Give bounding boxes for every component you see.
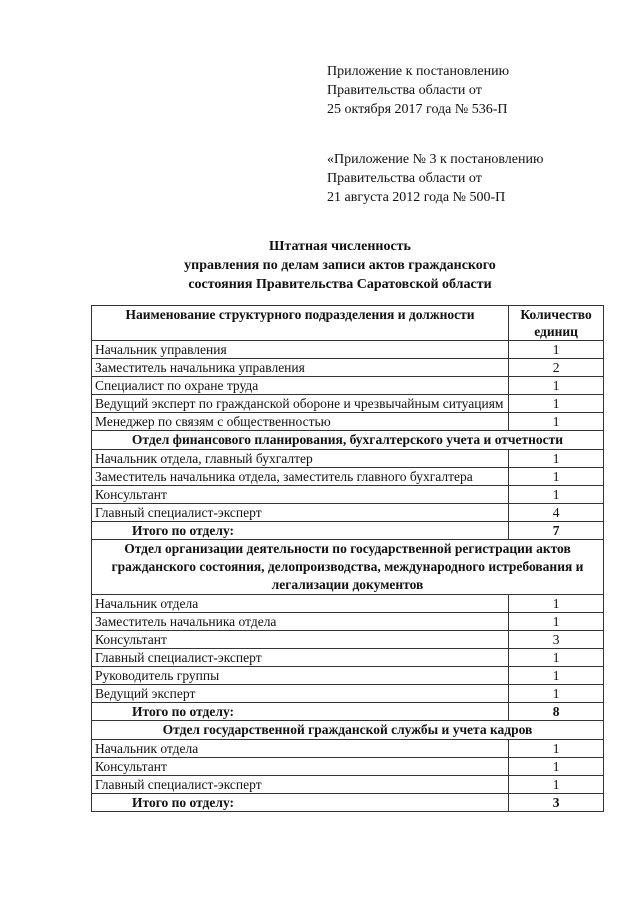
section-total-row — [92, 794, 604, 812]
position-quantity: 1 — [509, 649, 604, 667]
table-row — [92, 377, 604, 395]
position-name: Консультант — [92, 758, 509, 776]
position-name: Главный специалист-эксперт — [92, 776, 509, 794]
table-body — [92, 341, 604, 812]
table-row — [92, 685, 604, 703]
staffing-table — [91, 305, 604, 812]
position-name: Главный специалист-эксперт — [92, 649, 509, 667]
position-quantity: 2 — [509, 359, 604, 377]
section-total-label: Итого по отделу: — [92, 522, 509, 540]
table-row — [92, 468, 604, 486]
section-header-row — [92, 431, 604, 450]
position-quantity: 1 — [509, 377, 604, 395]
table-row — [92, 631, 604, 649]
position-quantity: 1 — [509, 758, 604, 776]
position-quantity: 1 — [509, 776, 604, 794]
appendix-line: «Приложение № 3 к постановлению — [327, 152, 544, 167]
position-name: Начальник отдела, главный бухгалтер — [92, 450, 509, 468]
position-quantity: 1 — [509, 341, 604, 359]
table-row — [92, 595, 604, 613]
appendix-line: 25 октября 2017 года № 536-П — [327, 102, 508, 117]
table-row — [92, 667, 604, 685]
title-line: состояния Правительства Саратовской области — [188, 277, 492, 292]
title-line: управления по делам записи актов гражданского — [184, 258, 496, 273]
position-name: Заместитель начальника управления — [92, 359, 509, 377]
position-name: Менеджер по связям с общественностью — [92, 413, 509, 431]
appendix-line: 21 августа 2012 года № 500-П — [327, 190, 506, 205]
column-header-qty: Количество единиц — [509, 306, 604, 341]
column-header-name: Наименование структурного подразделения и должности — [92, 306, 509, 341]
appendix-reference-original — [327, 150, 627, 207]
position-name: Ведущий эксперт — [92, 685, 509, 703]
position-name: Начальник отдела — [92, 595, 509, 613]
section-title: Отдел организации деятельности по государственной регистрации актов гражданского состояния, делопроизводства, международного истребования и легализации документов — [92, 540, 604, 595]
position-quantity: 1 — [509, 468, 604, 486]
table-row — [92, 341, 604, 359]
position-name: Руководитель группы — [92, 667, 509, 685]
position-quantity: 1 — [509, 740, 604, 758]
table-header-row — [92, 306, 604, 341]
position-quantity: 1 — [509, 413, 604, 431]
table-row — [92, 450, 604, 468]
position-name: Заместитель начальника отдела — [92, 613, 509, 631]
table-row — [92, 649, 604, 667]
appendix-reference-current — [327, 62, 627, 119]
section-total-label: Итого по отделу: — [92, 794, 509, 812]
section-total-value: 3 — [509, 794, 604, 812]
table-row — [92, 776, 604, 794]
position-name: Консультант — [92, 631, 509, 649]
table-row — [92, 359, 604, 377]
table-row — [92, 758, 604, 776]
position-quantity: 1 — [509, 395, 604, 413]
position-quantity: 1 — [509, 613, 604, 631]
appendix-line: Правительства области от — [327, 171, 482, 186]
section-total-row — [92, 522, 604, 540]
position-quantity: 1 — [509, 486, 604, 504]
appendix-line: Правительства области от — [327, 83, 482, 98]
position-quantity: 1 — [509, 450, 604, 468]
position-name: Консультант — [92, 486, 509, 504]
position-name: Начальник отдела — [92, 740, 509, 758]
position-name: Специалист по охране труда — [92, 377, 509, 395]
table-row — [92, 413, 604, 431]
section-header-row — [92, 540, 604, 595]
position-quantity: 1 — [509, 595, 604, 613]
position-name: Ведущий эксперт по гражданской обороне и чрезвычайным ситуациям — [92, 395, 509, 413]
document-title — [130, 237, 550, 294]
position-quantity: 1 — [509, 667, 604, 685]
section-total-row — [92, 703, 604, 721]
table-row — [92, 740, 604, 758]
position-name: Заместитель начальника отдела, заместитель главного бухгалтера — [92, 468, 509, 486]
table-row — [92, 504, 604, 522]
section-total-label: Итого по отделу: — [92, 703, 509, 721]
position-quantity: 1 — [509, 685, 604, 703]
table-row — [92, 486, 604, 504]
section-header-row — [92, 721, 604, 740]
position-quantity: 3 — [509, 631, 604, 649]
table-row — [92, 395, 604, 413]
position-name: Начальник управления — [92, 341, 509, 359]
position-quantity: 4 — [509, 504, 604, 522]
section-total-value: 8 — [509, 703, 604, 721]
section-title: Отдел финансового планирования, бухгалтерского учета и отчетности — [92, 431, 604, 450]
section-total-value: 7 — [509, 522, 604, 540]
appendix-line: Приложение к постановлению — [327, 64, 510, 79]
title-line: Штатная численность — [269, 239, 411, 254]
position-name: Главный специалист-эксперт — [92, 504, 509, 522]
table-row — [92, 613, 604, 631]
section-title: Отдел государственной гражданской службы и учета кадров — [92, 721, 604, 740]
